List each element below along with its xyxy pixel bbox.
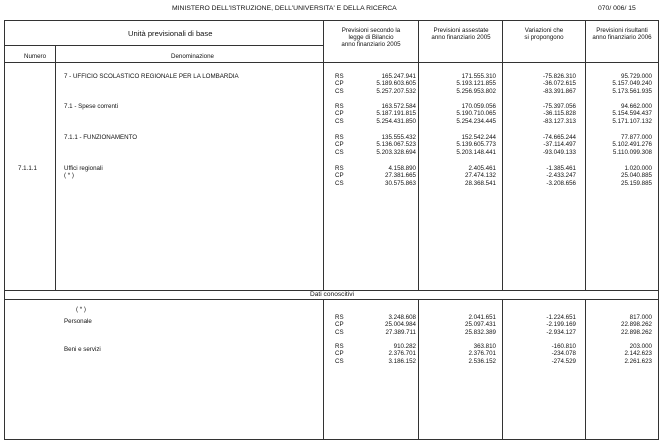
var-values: -74.665.244 -37.114.497 -93.049.133 (542, 134, 576, 156)
ass-values: 363.810 2.376.701 2.536.152 (468, 343, 496, 365)
ministry-header: MINISTERO DELL'ISTRUZIONE, DELL'UNIVERSITA' E DELLA RICERCA (172, 5, 397, 12)
ris-values: 817.000 22.898.262 22.898.262 (621, 314, 652, 336)
page-reference: 070/ 006/ 15 (598, 5, 636, 12)
row-codes: RS CP CS (335, 103, 344, 125)
row-label: Beni e servizi (64, 346, 101, 353)
prev-values: 135.555.432 5.136.067.523 5.203.328.694 (376, 134, 416, 156)
ass-values: 152.542.244 5.139.605.773 5.203.148.441 (456, 134, 496, 156)
ass-values: 170.059.056 5.190.710.065 5.254.234.445 (456, 103, 496, 125)
row-numero: 7.1.1.1 (18, 165, 37, 172)
prev-values: 163.572.584 5.187.191.815 5.254.431.850 (376, 103, 416, 125)
ass-values: 2.041.651 25.097.431 25.832.389 (465, 314, 496, 336)
col-divider-prev-dati (323, 299, 324, 440)
denominazione-header: Denominazione (171, 53, 214, 60)
col-divider-numero (55, 45, 56, 290)
row-label: 7 - UFFICIO SCOLASTICO REGIONALE PER LA LOMBARDIA (64, 73, 239, 80)
var-values: -1.385.461 -2.433.247 -3.208.656 (546, 165, 576, 187)
col-divider-ass-dati (418, 299, 419, 440)
var-values: -1.224.651 -2.199.169 -2.934.127 (546, 314, 576, 336)
col-divider-prev (323, 20, 324, 290)
ris-values: 94.662.000 5.154.594.437 5.171.107.132 (612, 103, 652, 125)
col-header-risultanti: Previsioni risultanti anno finanziario 2006 (592, 27, 652, 41)
var-values: -75.397.056 -36.115.828 -83.127.313 (542, 103, 576, 125)
row-label: Personale (64, 318, 92, 325)
col-divider-ass (418, 20, 419, 290)
col-divider-ris-dati (585, 299, 586, 440)
dati-star: ( * ) (76, 306, 86, 313)
row-codes: RS CP CS (335, 73, 344, 95)
row-codes: RS CP CS (335, 343, 344, 365)
var-values: -160.810 -234.078 -274.529 (551, 343, 576, 365)
numero-header: Numero (24, 53, 47, 60)
col-divider-ris (585, 20, 586, 290)
row-label: 7.1.1 - FUNZIONAMENTO (64, 134, 138, 141)
row-label: 7.1 - Spese correnti (64, 103, 118, 110)
dati-title: Dati conoscitivi (310, 291, 354, 298)
ris-values: 203.000 2.142.623 2.261.623 (624, 343, 652, 365)
ris-values: 77.877.000 5.102.491.276 5.110.099.308 (612, 134, 652, 156)
prev-values: 4.158.890 27.381.665 30.575.863 (385, 165, 416, 187)
row-codes: RS CP CS (335, 134, 344, 156)
ris-values: 1.020.000 25.040.885 25.159.885 (621, 165, 652, 187)
prev-values: 165.247.941 5.189.603.605 5.257.207.532 (376, 73, 416, 95)
prev-values: 910.282 2.376.701 3.186.152 (388, 343, 416, 365)
ass-values: 2.405.461 27.474.132 28.368.541 (465, 165, 496, 187)
unita-title: Unità previsionali di base (128, 29, 213, 38)
col-header-assestate: Previsioni assestate anno finanziario 2005 (431, 27, 491, 41)
col-divider-var-dati (502, 299, 503, 440)
col-divider-var (502, 20, 503, 290)
rule-under-header (4, 62, 659, 63)
row-codes: RS CP CS (335, 165, 344, 187)
ris-values: 95.729.000 5.157.049.240 5.173.561.935 (612, 73, 652, 95)
var-values: -75.826.310 -36.072.615 -83.391.867 (542, 73, 576, 95)
col-header-previsioni: Previsioni secondo la legge di Bilancio anno finanziario 2005 (341, 27, 401, 48)
prev-values: 3.248.608 25.004.984 27.389.711 (385, 314, 416, 336)
row-codes: RS CP CS (335, 314, 344, 336)
rule-under-title (4, 45, 323, 46)
ass-values: 171.555.310 5.193.121.855 5.256.953.802 (456, 73, 496, 95)
col-header-variazioni: Variazioni che si propongono (524, 27, 564, 41)
rule-below-dati (4, 299, 659, 300)
row-label: Uffici regionali ( * ) (64, 165, 103, 180)
